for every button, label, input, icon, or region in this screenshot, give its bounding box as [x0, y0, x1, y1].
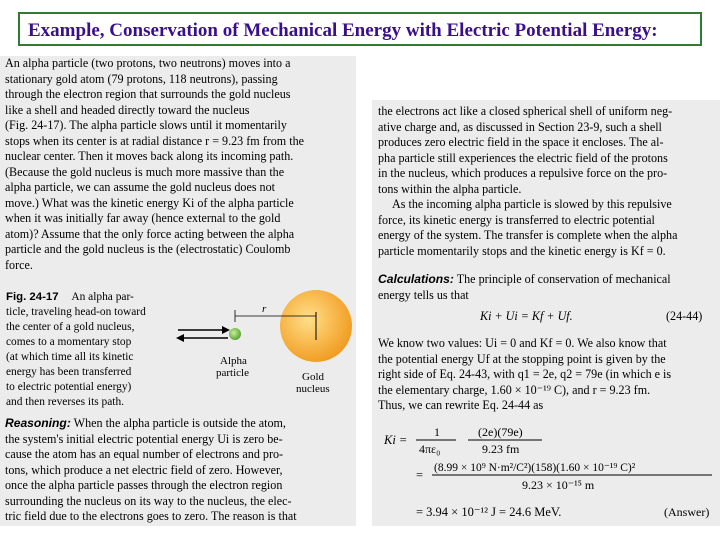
- problem-line: through the electron region that surrounds the gold nucleus: [5, 87, 291, 101]
- right-textbook-panel: [372, 100, 720, 526]
- r-label: r: [262, 303, 267, 315]
- arrow-upper-head: [222, 326, 230, 334]
- problem-line: alpha particle, we can assume the gold nucleus does not: [5, 180, 276, 194]
- body-line: particle momentarily stops and the kinetic energy is Kf = 0.: [378, 243, 666, 258]
- slide-title: Example, Conservation of Mechanical Energy with Electric Potential Energy:: [28, 20, 658, 41]
- ki-symbol: Ki =: [384, 433, 408, 447]
- fraction2-den: 9.23 fm: [482, 442, 520, 456]
- problem-line: when it was initially far away (hence external to the gold: [5, 211, 281, 225]
- left-textbook-panel: [0, 56, 356, 526]
- alpha-gold-figure: [170, 282, 356, 402]
- problem-line: stops when its center is at radial distance r = 9.23 fm from the: [5, 133, 305, 148]
- body-line: energy of the system. The transfer is complete when the alpha: [378, 228, 678, 242]
- body-line: pha particle still experiences the electric field of the protons: [378, 150, 668, 165]
- reasoning-line: cause the atom has an equal number of electrons and pro-: [5, 447, 284, 461]
- known-line: We know two values: Ui = 0 and Kf = 0. We also know that: [378, 336, 667, 350]
- body-line: force, its kinetic energy is transferred to electric potential: [378, 212, 655, 227]
- calculations-heading: Calculations:: [378, 272, 454, 286]
- problem-text: [5, 56, 353, 273]
- fraction1-den: 4πε₀: [419, 442, 441, 456]
- calculations-text: [378, 272, 716, 303]
- known-line: right side of Eq. 24-43, with q1 = 2e, q2 = 79e (in which e is: [378, 367, 672, 381]
- problem-line: like a shell and headed directly toward the nucleus: [5, 102, 250, 117]
- problem-line: move.) What was the kinetic energy Ki of the alpha particle: [5, 195, 294, 210]
- alpha-particle-dot: [229, 328, 241, 340]
- body-line: tons within the alpha particle.: [378, 181, 522, 196]
- alpha-label: Alpha: [220, 355, 247, 367]
- caption-line: ticle, traveling head-on toward: [6, 306, 146, 318]
- reasoning-line: tons, which produce a net electric field of zero. However,: [5, 462, 283, 477]
- body-line: produces zero electric field in the space it encloses. The al-: [378, 135, 664, 149]
- alpha-label: particle: [216, 367, 249, 379]
- shell-text: [378, 104, 716, 259]
- problem-line: (Because the gold nucleus is much more massive than the: [5, 164, 285, 179]
- known-line: Thus, we can rewrite Eq. 24-44 as: [378, 398, 544, 412]
- body-line: ative charge and, as discussed in Section 23-9, such a shell: [378, 119, 662, 134]
- reasoning-line: tric field due to the electrons goes to zero. The reason is that: [5, 509, 297, 523]
- gold-label: Gold: [302, 371, 324, 383]
- arrow-lower-head: [176, 334, 184, 342]
- problem-line: An alpha particle (two protons, two neutrons) moves into a: [5, 56, 291, 70]
- reasoning-line: the system's initial electric potential energy Ui is zero be-: [5, 431, 283, 446]
- known-line: the elementary charge, 1.60 × 10⁻¹⁹ C), and r = 9.23 fm.: [378, 382, 651, 397]
- caption-line: An alpha par-: [71, 291, 134, 303]
- body-line: in the nucleus, which produces a repulsive force on the pro-: [378, 166, 668, 180]
- fraction3-num: (8.99 × 10⁹ N·m²/C²)(158)(1.60 × 10⁻¹⁹ C)²: [434, 462, 636, 474]
- fraction1-num: 1: [434, 425, 440, 439]
- fraction2-num: (2e)(79e): [478, 425, 523, 439]
- equation-number: (24-44): [666, 309, 703, 323]
- problem-line: particle and the gold nucleus is the (electrostatic) Coulomb: [5, 242, 291, 256]
- caption-line: and then reverses its path.: [6, 396, 124, 408]
- known-values-text: [378, 336, 716, 414]
- reasoning-line: When the alpha particle is outside the atom,: [73, 416, 286, 430]
- caption-line: (at which time all its kinetic: [6, 351, 134, 363]
- known-line: the potential energy Uf at the stopping point is given by the: [378, 351, 666, 366]
- problem-line: (Fig. 24-17). The alpha particle slows until it momentarily: [5, 118, 287, 132]
- calc-line: The principle of conservation of mechanical: [456, 272, 671, 286]
- reasoning-heading: Reasoning:: [5, 416, 71, 430]
- figure-label: Fig. 24-17: [6, 291, 59, 303]
- equation-24-44: Ki + Ui = Kf + Uf.: [480, 309, 573, 323]
- body-line: the electrons act like a closed spherical shell of uniform neg-: [378, 104, 673, 118]
- result-line: = 3.94 × 10⁻¹² J = 24.6 MeV.: [416, 505, 562, 519]
- caption-line: the center of a gold nucleus,: [6, 321, 135, 333]
- problem-line: atom)? Assume that the only force acting between the alpha: [5, 226, 295, 241]
- energy-equation: [372, 422, 720, 526]
- calc-line: energy tells us that: [378, 287, 469, 302]
- fraction3-den: 9.23 × 10⁻¹⁵ m: [522, 478, 595, 492]
- gold-label: nucleus: [296, 383, 330, 395]
- caption-line: to electric potential energy): [6, 381, 132, 393]
- body-line: As the incoming alpha particle is slowed by this repulsive: [392, 197, 672, 211]
- answer-label: (Answer): [664, 505, 710, 519]
- caption-line: energy has been transferred: [6, 366, 132, 378]
- reasoning-line: surrounding the nucleus on its way to the nucleus, the elec-: [5, 493, 292, 508]
- figure-caption: [6, 290, 166, 410]
- problem-line: stationary gold atom (79 protons, 118 neutrons), passing: [5, 71, 278, 86]
- title-box: [18, 12, 702, 46]
- equals-sign: =: [416, 468, 424, 482]
- reasoning-line: once the alpha particle passes through the electron region: [5, 478, 283, 492]
- caption-line: comes to a momentary stop: [6, 336, 132, 348]
- problem-line: force.: [5, 257, 33, 272]
- reasoning-text: [5, 416, 353, 525]
- problem-line: nuclear center. Then it moves back along its incoming path.: [5, 149, 294, 163]
